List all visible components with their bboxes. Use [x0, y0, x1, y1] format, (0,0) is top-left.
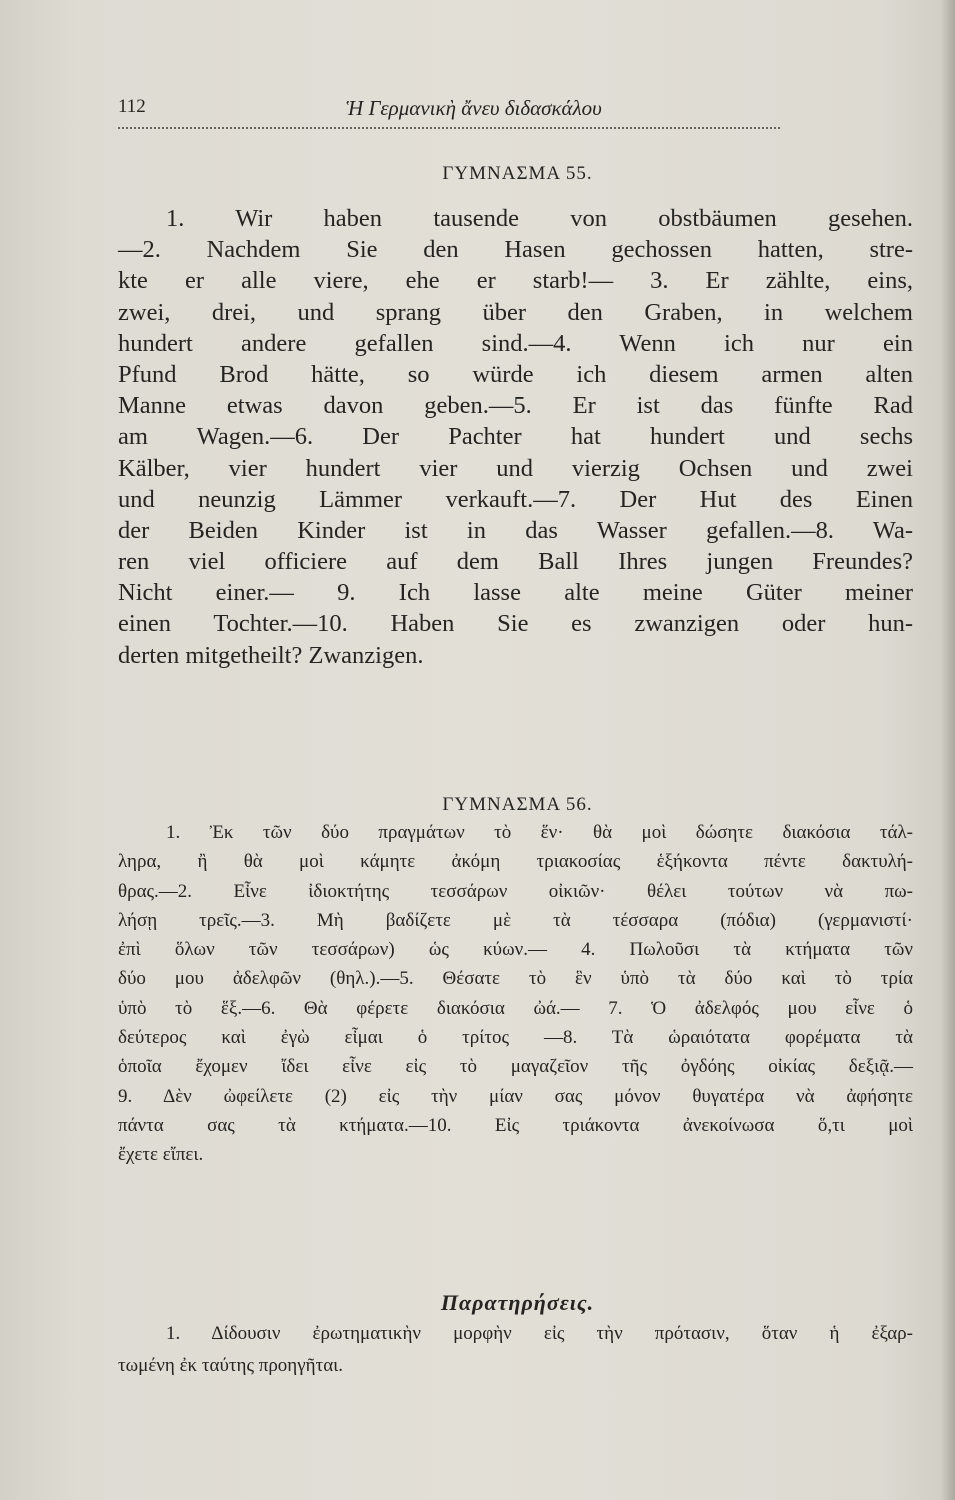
text-line: ἐπὶ ὅλων τῶν τεσσάρων) ὡς κύων.— 4. Πωλοῦσι τὰ κτήματα τῶν: [118, 939, 913, 961]
text-line: ren viel officiere auf dem Ball Ihres jungen Freundes?: [118, 548, 913, 576]
page-header: [118, 96, 938, 126]
text-line: derten mitgetheilt? Zwanzigen.: [118, 641, 424, 669]
text-line: Kälber, vier hundert vier und vierzig Ochsen und zwei: [118, 454, 913, 482]
exercise-55-heading: ΓΥΜΝΑΣΜΑ 55.: [442, 163, 593, 184]
text-line: ὑπὸ τὸ ἕξ.—6. Θὰ φέρετε διακόσια ὠά.— 7. Ὁ ἀδελφός μου εἶνε ὁ: [118, 997, 913, 1019]
text-line: 1. Δίδουσιν ἐρωτηματικὴν μορφὴν εἰς τὴν πρότασιν, ὅταν ἡ ἐξαρ-: [166, 1323, 913, 1344]
text-line: 1. Wir haben tausende von obstbäumen gesehen.: [166, 205, 913, 232]
page-number: 112: [118, 96, 146, 117]
text-line: hundert andere gefallen sind.—4. Wenn ich nur ein: [118, 329, 913, 357]
text-line: —2. Nachdem Sie den Hasen gechossen hatten, stre-: [118, 236, 913, 264]
text-line: Manne etwas davon geben.—5. Er ist das fünfte Rad: [118, 392, 913, 420]
text-line: und neunzig Lämmer verkauft.—7. Der Hut des Einen: [118, 485, 913, 513]
text-line: der Beiden Kinder ist in das Wasser gefallen.—8. Wa-: [118, 516, 913, 544]
text-line: einen Tochter.—10. Haben Sie es zwanzigen oder hun-: [118, 610, 913, 638]
text-line: τωμένη ἐκ ταύτης προηγῆται.: [118, 1355, 344, 1376]
exercise-55-text: [118, 203, 913, 671]
remarks-text: [118, 1318, 913, 1382]
text-line: Pfund Brod hätte, so würde ich diesem armen alten: [118, 360, 913, 388]
text-line: θρας.—2. Εἶνε ἰδιοκτήτης τεσσάρων οἰκιῶν· θέλει τούτων νὰ πω-: [118, 880, 913, 902]
header-rule: [118, 127, 780, 129]
text-line: πάντα σας τὰ κτήματα.—10. Εἰς τριάκοντα ἀνεκοίνωσα ὅ,τι μοὶ: [118, 1114, 913, 1136]
remarks-heading: Παρατηρήσεις.: [440, 1290, 595, 1315]
text-line: kte er alle viere, ehe er starb!— 3. Er zählte, eins,: [118, 267, 913, 295]
text-line: λήσῃ τρεῖς.—3. Μὴ βαδίζετε μὲ τὰ τέσσαρα (πόδια) (γερμανιστί·: [118, 909, 913, 931]
text-line: ληρα, ἢ θὰ μοὶ κάμητε ἀκόμη τριακοσίας ἑξήκοντα πέντε δακτυλή-: [118, 851, 913, 873]
text-line: 1. Ἐκ τῶν δύο πραγμάτων τὸ ἕν· θὰ μοὶ δώσητε διακόσια τάλ-: [166, 822, 913, 843]
text-line: ὁποῖα ἔχομεν ἴδει εἶνε εἰς τὸ μαγαζεῖον τῆς ὀγδόης οἰκίας δεξιᾷ.—: [118, 1056, 913, 1078]
page-spine-shadow: [941, 0, 955, 1500]
text-line: am Wagen.—6. Der Pachter hat hundert und sechs: [118, 423, 913, 451]
exercise-56-text: [118, 818, 913, 1170]
text-line: ἔχετε εἴπει.: [118, 1144, 204, 1166]
text-line: zwei, drei, und sprang über den Graben, in welchem: [118, 298, 913, 326]
text-line: Nicht einer.— 9. Ich lasse alte meine Güter meiner: [118, 579, 913, 607]
text-line: δύο μου ἀδελφῶν (θηλ.).—5. Θέσατε τὸ ἓν ὑπὸ τὰ δύο καὶ τὸ τρία: [118, 968, 913, 990]
running-title: Ἡ Γερμανικὴ ἄνευ διδασκάλου: [346, 96, 602, 120]
text-line: δεύτερος καὶ ἐγὼ εἶμαι ὁ τρίτος —8. Τὰ ὡραιότατα φορέματα τὰ: [118, 1027, 913, 1049]
text-line: 9. Δὲν ὠφείλετε (2) εἰς τὴν μίαν σας μόνον θυγατέρα νὰ ἀφήσητε: [118, 1085, 913, 1107]
exercise-56-heading: ΓΥΜΝΑΣΜΑ 56.: [442, 794, 593, 815]
